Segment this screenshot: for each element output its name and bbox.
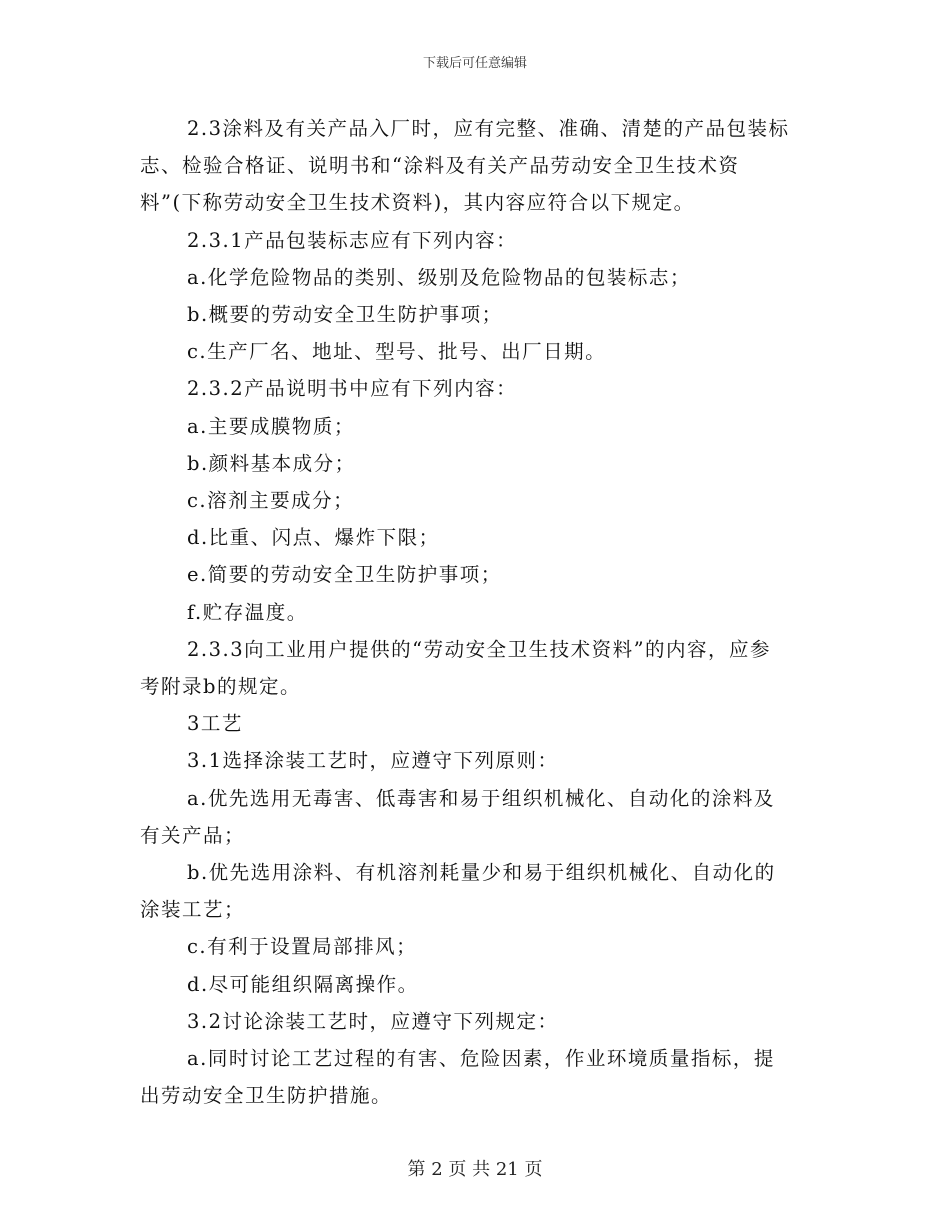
paragraph-line: e.简要的劳动安全卫生防护事项； xyxy=(187,563,502,587)
page-footer: 第 2 页 共 21 页 xyxy=(407,1159,543,1180)
paragraph-line: 2.3.3向工业用户提供的“劳动安全卫生技术资料”的内容，应参 xyxy=(187,637,772,661)
paragraph-line: f.贮存温度。 xyxy=(187,600,308,624)
paragraph-line: b.优先选用涂料、有机溶剂耗量少和易于组织机械化、自动化的 xyxy=(187,861,776,885)
paragraph-line: a.主要成膜物质； xyxy=(187,414,355,438)
paragraph-continuation-line: 有关产品； xyxy=(140,823,246,847)
paragraph-continuation-line: 出劳动安全卫生防护措施。 xyxy=(140,1084,393,1108)
paragraph-line: b.颜料基本成分； xyxy=(187,451,356,475)
paragraph-line: c.溶剂主要成分； xyxy=(187,489,355,513)
paragraph-continuation-line: 志、检验合格证、说明书和“涂料及有关产品劳动安全卫生技术资 xyxy=(140,154,740,178)
paragraph-line: 3.2讨论涂装工艺时，应遵守下列规定： xyxy=(187,1009,559,1033)
paragraph-line: c.生产厂名、地址、型号、批号、出厂日期。 xyxy=(187,340,607,364)
paragraph-continuation-line: 考附录b的规定。 xyxy=(140,675,301,699)
page-header: 下载后可任意编辑 xyxy=(422,56,527,71)
paragraph-line: 3.1选择涂装工艺时，应遵守下列原则： xyxy=(187,749,559,773)
paragraph-line: a.优先选用无毒害、低毒害和易于组织机械化、自动化的涂料及 xyxy=(187,786,775,810)
paragraph-line: a.化学危险物品的类别、级别及危险物品的包装标志； xyxy=(187,265,691,289)
paragraph-line: 3工艺 xyxy=(187,712,243,736)
paragraph-line: d.尽可能组织隔离操作。 xyxy=(187,972,419,996)
paragraph-line: 2.3涂料及有关产品入厂时，应有完整、准确、清楚的产品包装标 xyxy=(187,117,790,140)
paragraph-continuation-line: 涂装工艺； xyxy=(140,898,246,922)
paragraph-line: 2.3.1产品包装标志应有下列内容： xyxy=(187,228,518,252)
paragraph-line: d.比重、闪点、爆炸下限； xyxy=(187,526,440,550)
paragraph-line: c.有利于设置局部排风； xyxy=(187,935,418,959)
document-body xyxy=(140,110,812,1114)
paragraph-line: 2.3.2产品说明书中应有下列内容： xyxy=(187,377,518,401)
paragraph-continuation-line: 料”(下称劳动安全卫生技术资料)，其内容应符合以下规定。 xyxy=(140,191,695,215)
paragraph-line: b.概要的劳动安全卫生防护事项； xyxy=(187,303,503,327)
paragraph-line: a.同时讨论工艺过程的有害、危险因素，作业环境质量指标，提 xyxy=(187,1047,775,1071)
